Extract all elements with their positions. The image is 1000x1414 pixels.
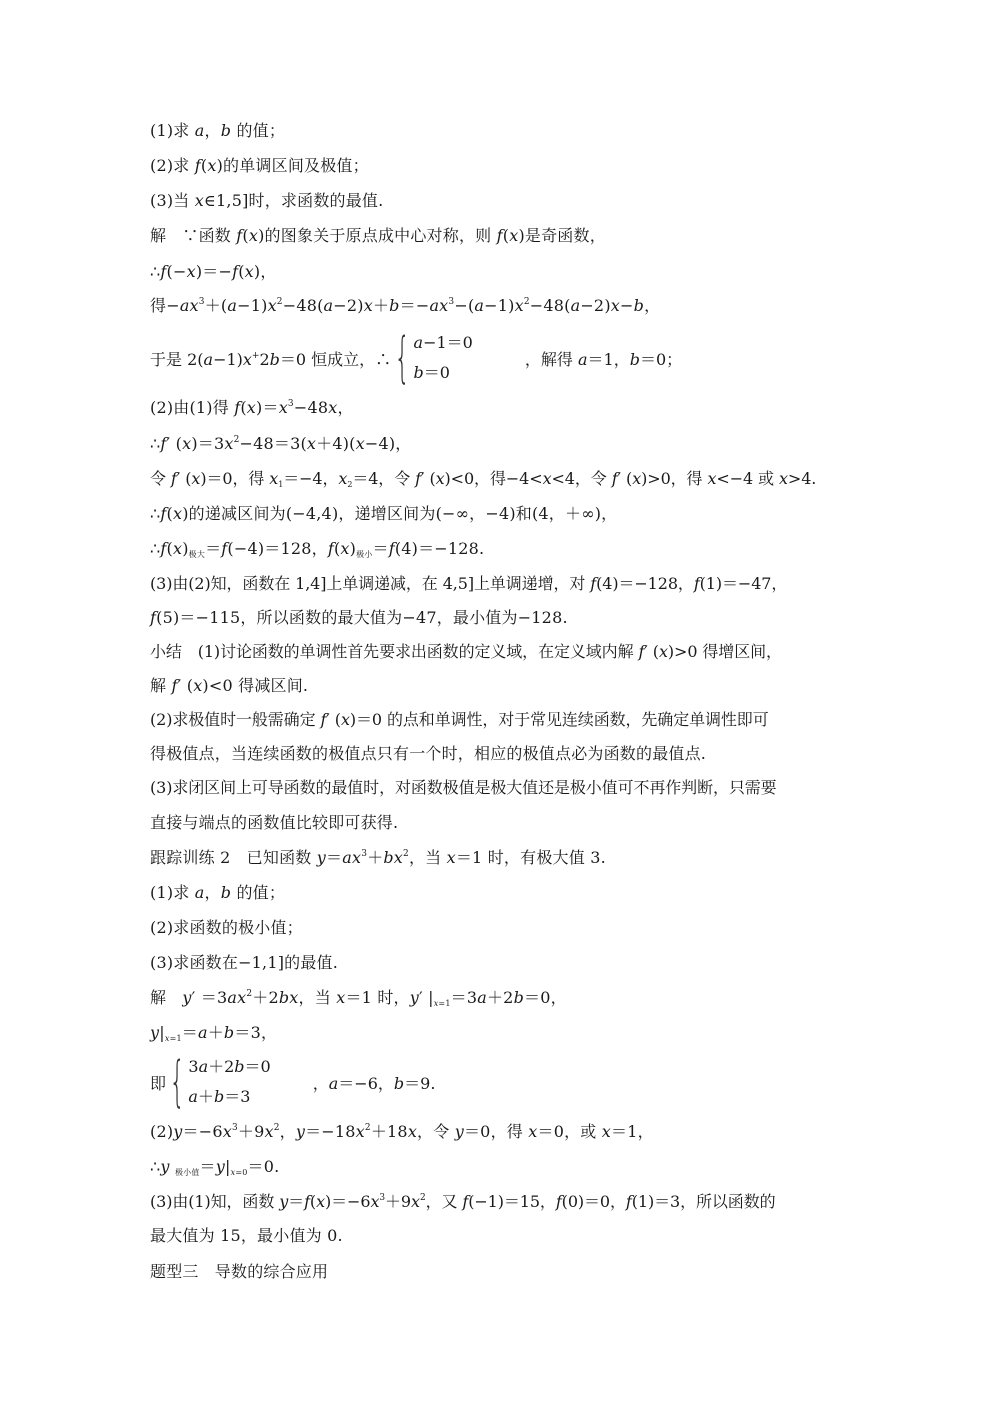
question-3: (3)当 x∈1,5]时，求函数的最值.	[150, 191, 384, 210]
part3-line-2: f(5)＝−115，所以函数的最大值为−47，最小值为−128.	[150, 608, 568, 627]
exercise-2-question-3: (3)求函数在−1,1]的最值.	[150, 953, 339, 972]
exercise-2-question-1: (1)求 a，b 的值；	[150, 883, 286, 902]
solution-step-2: 得$-ax^3+(a-1)x^2-48(a-2)x+b=-ax^3-(a-1)x^2-48(a-2)x-b$，	[150, 296, 661, 315]
summary-line-3: (2)求极值时一般需确定 f′ (x)＝0 的点和单调性，对于常见连续函数，先确定单调性即可	[150, 710, 769, 729]
solution-step-3: 于是 2(a−1)x+2b＝0 恒成立，∴ { a−1＝0 b＝0 ，解得 a＝1，b＝0；	[150, 326, 683, 389]
exercise-2-solution-1: 解 $y' =3ax^2+2bx$，当 x＝1 时，y′ |x=1＝3a＋2b＝0，	[150, 988, 567, 1008]
exercise-2-part2-line-1: $(2)y=-6x^3+9x^2$，$y=-18x^2+18x$，令 y＝0，得 x＝0，或 x＝1，	[150, 1122, 654, 1141]
solution-intro: 解 ∵函数 f(x)的图象关于原点成中心对称，则 f(x)是奇函数，	[150, 226, 606, 245]
summary-line-4: 得极值点，当连续函数的极值点只有一个时，相应的极值点必为函数的最值点.	[150, 744, 707, 763]
equation-system: a−1＝0 b＝0	[413, 333, 473, 382]
exercise-2-solution-2: y|x=1＝a＋b＝3，	[150, 1023, 278, 1043]
part2-line-4: ∴f(x)的递减区间为(−4,4)，递增区间为(−∞，−4)和(4，＋∞)，	[150, 504, 618, 523]
brace-symbol: {	[394, 326, 411, 389]
exercise-2-part3-line-1: (3)由(1)知，函数 $y=f(x)=-6x^3+9x^2$，又 f(−1)＝15，f(0)＝0，f(1)＝3，所以函数的	[150, 1192, 776, 1211]
summary-line-1: 小结 (1)讨论函数的单调性首先要求出函数的定义域，在定义域内解 f′ (x)>0 得增区间，	[150, 642, 782, 661]
solution-step-1: ∴f(−x)＝−f(x)，	[150, 262, 277, 281]
exercise-2-question-2: (2)求函数的极小值；	[150, 918, 303, 937]
exercise-2-title: 跟踪训练 2 已知函数 $y=ax^3+bx^2$，当 x＝1 时，有极大值 3.	[150, 848, 606, 867]
part2-line-1: (2)由(1)得 $f(x)=x^3-48x$，	[150, 398, 354, 417]
part2-line-5: ∴f(x)极大＝f(−4)＝128，f(x)极小＝f(4)＝−128.	[150, 539, 485, 559]
brace-symbol: {	[169, 1050, 185, 1113]
summary-line-6: 直接与端点的函数值比较即可获得.	[150, 813, 399, 832]
summary-line-2: 解 f′ (x)<0 得减区间.	[150, 676, 309, 695]
part3-line-1: (3)由(2)知，函数在 1,4]上单调递减，在 4,5]上单调递增，对 f(4)＝−128，f(1)＝−47，	[150, 574, 788, 593]
summary-line-5: (3)求闭区间上可导函数的最值时，对函数极值是极大值还是极小值可不再作判断，只需要	[150, 778, 777, 797]
exercise-2-part3-line-2: 最大值为 15，最小值为 0.	[150, 1226, 343, 1245]
system-prefix: 即	[150, 1073, 167, 1093]
part2-line-2: ∴f′ $(x)=3x^2-48=3(x+4)(x-4)$，	[150, 434, 412, 453]
section-heading: 题型三 导数的综合应用	[150, 1262, 329, 1281]
exercise-2-part2-line-2: ∴y 极小值＝y|x=0＝0.	[150, 1157, 280, 1177]
question-1: (1)求 a，b 的值；	[150, 121, 286, 140]
question-2: (2)求 f(x)的单调区间及极值；	[150, 156, 369, 175]
equation-system: 3a＋2b＝0 a＋b＝3	[188, 1057, 271, 1106]
exercise-2-system: 即 { 3a＋2b＝0 a＋b＝3 ，a＝−6，b＝9.	[150, 1050, 436, 1113]
part2-line-3: 令 f′ (x)＝0，得 $x_1=-4$，$x_2=4$，令 f′ (x)<0，得−4<x<4，令 f′ (x)>0，得 x<−4 或 x>4.	[150, 469, 817, 489]
